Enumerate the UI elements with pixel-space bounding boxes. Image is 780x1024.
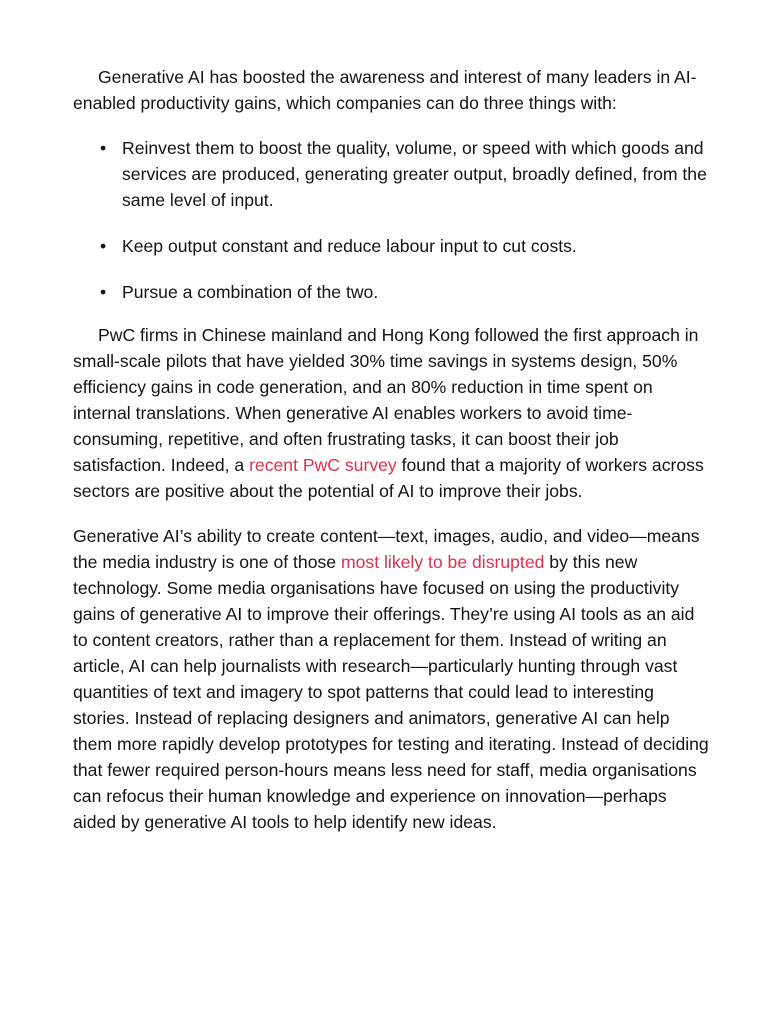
- document-body: [73, 64, 713, 835]
- paragraph-text: PwC firms in Chinese mainland and Hong Kong followed the first approach in small-scale pilots that have yielded 30% time savings in systems design, 50% efficiency gains in code generation, and an 80% reduction in time spent on internal translations. When generative AI enables workers to avoid time-consuming, repetitive, and often frustrating tasks, it can boost their job satisfaction. Indeed, a: [73, 325, 699, 475]
- list-item-text: Pursue a combination of the two.: [122, 282, 379, 302]
- bullet-icon: •: [100, 236, 107, 256]
- bullet-icon: •: [100, 282, 107, 302]
- intro-paragraph: Generative AI has boosted the awareness and interest of many leaders in AI-enabled productivity gains, which companies can do three things with:: [73, 67, 697, 113]
- bullet-icon: •: [100, 138, 107, 158]
- list-item: [73, 279, 713, 305]
- paragraph-text: Generative AI’s ability to create content—text, images, audio, and video—means the media industry is one of those: [73, 526, 700, 572]
- most-likely-disrupted-link[interactable]: most likely to be disrupted: [340, 552, 545, 572]
- media-industry-paragraph: [73, 523, 713, 835]
- list-item-text: Reinvest them to boost the quality, volume, or speed with which goods and services are produced, generating greater output, broadly defined, from the same level of input.: [122, 138, 707, 210]
- list-item: [73, 233, 713, 259]
- paragraph-text: by this new technology. Some media organisations have focused on using the productivity gains of generative AI to improve their offerings. They’re using AI tools as an aid to content creators, rather than a replacement for them. Instead of writing an article, AI can help journalists with research—particularly hunting through vast quantities of text and imagery to spot patterns that could lead to interesting stories. Instead of replacing designers and animators, generative AI can help them more rapidly develop prototypes for testing and iterating. Instead of deciding that fewer required person-hours means less need for staff, media organisations can refocus their human knowledge and experience on innovation—perhaps aided by generative AI tools to help identify new ideas.: [73, 552, 709, 832]
- recent-pwc-survey-link[interactable]: recent PwC survey: [249, 455, 397, 475]
- list-item-text: Keep output constant and reduce labour input to cut costs.: [122, 236, 577, 256]
- pwc-pilots-paragraph: [73, 322, 713, 504]
- paragraph-text: found that a majority of workers across sectors are positive about the potential of AI to improve their jobs.: [73, 455, 704, 501]
- list-item: [73, 135, 713, 213]
- bullet-list: [73, 135, 713, 305]
